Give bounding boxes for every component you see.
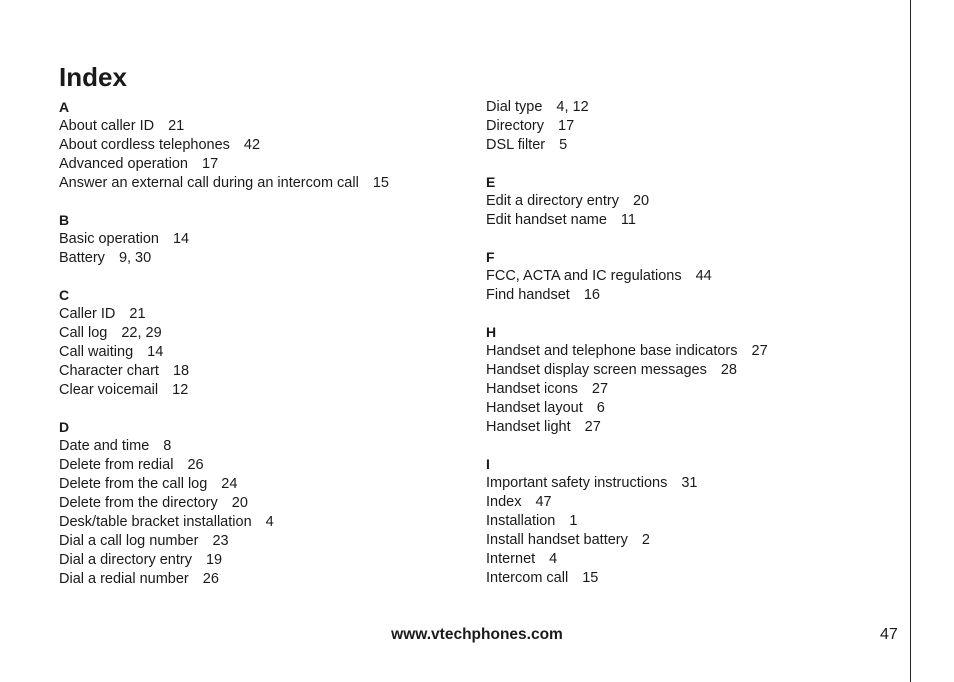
- page-edge-rule: [910, 0, 911, 682]
- index-entry: [59, 343, 479, 362]
- index-term: Dial type: [486, 99, 543, 115]
- index-term: Intercom call: [486, 570, 569, 586]
- index-entry: [59, 513, 479, 532]
- index-entry: [486, 474, 906, 493]
- section-letter: E: [486, 174, 496, 190]
- index-entry: [59, 532, 479, 551]
- index-page-ref: 26: [202, 571, 219, 587]
- index-section: [486, 98, 906, 155]
- section-letter: H: [486, 324, 497, 340]
- index-entry: [59, 117, 479, 136]
- index-term: Desk/table bracket installation: [59, 514, 252, 530]
- index-page-ref: 24: [221, 476, 238, 492]
- index-page-ref: 12: [172, 382, 189, 398]
- index-entry: [486, 399, 906, 418]
- index-entry: [59, 136, 479, 155]
- section-letter: D: [59, 419, 70, 435]
- index-term: Edit a directory entry: [486, 193, 619, 209]
- index-entry: [486, 192, 906, 211]
- index-page-ref: 27: [584, 419, 601, 435]
- index-term: Advanced operation: [59, 156, 188, 172]
- index-page-ref: 15: [582, 570, 599, 586]
- index-entry: [486, 380, 906, 399]
- index-entry: [59, 230, 479, 249]
- index-term: Answer an external call during an intercom call: [59, 175, 359, 191]
- index-section: [486, 323, 906, 437]
- index-term: Dial a call log number: [59, 533, 199, 549]
- index-term: Handset display screen messages: [486, 362, 707, 378]
- index-term: About caller ID: [59, 118, 155, 134]
- index-term: Internet: [486, 551, 536, 567]
- index-column-left: [59, 98, 479, 607]
- index-term: Date and time: [59, 438, 150, 454]
- index-term: Delete from the directory: [59, 495, 218, 511]
- index-entry: [486, 531, 906, 550]
- index-term: Directory: [486, 118, 545, 134]
- index-entry: [59, 475, 479, 494]
- index-term: Install handset battery: [486, 532, 628, 548]
- index-page-ref: 17: [202, 156, 219, 172]
- index-page-ref: 15: [372, 175, 389, 191]
- index-page-ref: 27: [591, 381, 609, 397]
- index-term: Clear voicemail: [59, 382, 159, 398]
- index-section: [486, 455, 906, 588]
- index-entry: [59, 324, 479, 343]
- index-page-ref: 8: [163, 438, 172, 454]
- index-term: Dial a directory entry: [59, 552, 192, 568]
- index-page-ref: 23: [212, 533, 229, 549]
- index-entry: [59, 249, 479, 268]
- index-term: DSL filter: [486, 137, 546, 153]
- index-term: Handset icons: [486, 381, 578, 397]
- index-entry: [59, 362, 479, 381]
- index-entry: [486, 569, 906, 588]
- index-entry: [486, 361, 906, 380]
- index-entry: [59, 551, 479, 570]
- index-term: Caller ID: [59, 306, 116, 322]
- section-letter: B: [59, 212, 70, 228]
- index-entry: [486, 136, 906, 155]
- index-entry: [486, 550, 906, 569]
- index-term: Handset layout: [486, 400, 583, 416]
- index-section: [59, 211, 479, 268]
- section-letter: F: [486, 249, 495, 265]
- index-page-ref: 20: [231, 495, 248, 511]
- index-column-right: [486, 98, 906, 606]
- index-term: About cordless telephones: [59, 137, 230, 153]
- index-entry: [486, 342, 906, 361]
- section-letter: A: [59, 99, 70, 115]
- index-page-ref: 47: [535, 494, 552, 510]
- index-entry: [486, 267, 906, 286]
- index-entry: [486, 211, 906, 230]
- index-term: Handset and telephone base indicators: [486, 343, 738, 359]
- index-page-ref: 4, 12: [556, 99, 589, 115]
- index-page-ref: 16: [583, 287, 600, 303]
- index-section: [486, 248, 906, 305]
- index-entry: [486, 512, 906, 531]
- index-term: Call waiting: [59, 344, 134, 360]
- index-entry: [59, 494, 479, 513]
- index-page-ref: 28: [720, 362, 737, 378]
- index-page-ref: 21: [168, 118, 185, 134]
- index-page-ref: 9, 30: [118, 250, 152, 266]
- index-page-ref: 14: [147, 344, 164, 360]
- index-term: Basic operation: [59, 231, 159, 247]
- index-entry: [59, 305, 479, 324]
- index-page-ref: 4: [549, 551, 558, 567]
- page-title: Index: [59, 62, 127, 92]
- index-entry: [59, 174, 479, 193]
- index-term: Handset light: [486, 419, 571, 435]
- index-entry: [59, 456, 479, 475]
- index-page-ref: 14: [172, 231, 190, 247]
- index-entry: [59, 437, 479, 456]
- index-page-ref: 27: [751, 343, 768, 359]
- index-term: Important safety instructions: [486, 475, 668, 491]
- index-page-ref: 5: [559, 137, 568, 153]
- index-page-ref: 2: [641, 532, 650, 548]
- index-page-ref: 6: [596, 400, 605, 416]
- index-term: Call log: [59, 325, 108, 341]
- index-entry: [486, 117, 906, 136]
- index-entry: [59, 381, 479, 400]
- index-page-ref: 17: [558, 118, 575, 134]
- index-section: [486, 173, 906, 230]
- index-term: Edit handset name: [486, 212, 607, 228]
- index-term: Index: [486, 494, 522, 510]
- index-page-ref: 42: [243, 137, 261, 153]
- index-page-ref: 44: [695, 268, 712, 284]
- index-page-ref: 1: [569, 513, 578, 529]
- index-term: Character chart: [59, 363, 159, 379]
- index-page-ref: 4: [265, 514, 274, 530]
- index-page-ref: 18: [172, 363, 190, 379]
- index-page-ref: 19: [205, 552, 223, 568]
- index-entry: [486, 286, 906, 305]
- page-number: 47: [880, 626, 898, 643]
- index-entry: [59, 570, 479, 589]
- index-term: Delete from redial: [59, 457, 174, 473]
- index-entry: [486, 493, 906, 512]
- index-page-ref: 11: [620, 212, 636, 228]
- index-term: Installation: [486, 513, 556, 529]
- index-entry: [486, 418, 906, 437]
- index-term: Delete from the call log: [59, 476, 208, 492]
- index-page-ref: 20: [632, 193, 650, 209]
- index-page-ref: 22, 29: [121, 325, 162, 341]
- index-section: [59, 418, 479, 589]
- index-term: Find handset: [486, 287, 570, 303]
- index-term: Battery: [59, 250, 105, 266]
- index-term: FCC, ACTA and IC regulations: [486, 268, 682, 284]
- footer-url: www.vtechphones.com: [391, 626, 563, 643]
- index-entry: [59, 155, 479, 174]
- index-section: [59, 98, 479, 193]
- section-letter: I: [486, 456, 490, 472]
- index-section: [59, 286, 479, 400]
- index-page-ref: 26: [187, 457, 204, 473]
- index-page-ref: 21: [129, 306, 146, 322]
- index-term: Dial a redial number: [59, 571, 189, 587]
- index-entry: [486, 98, 906, 117]
- section-letter: C: [59, 287, 70, 303]
- index-page-ref: 31: [681, 475, 698, 491]
